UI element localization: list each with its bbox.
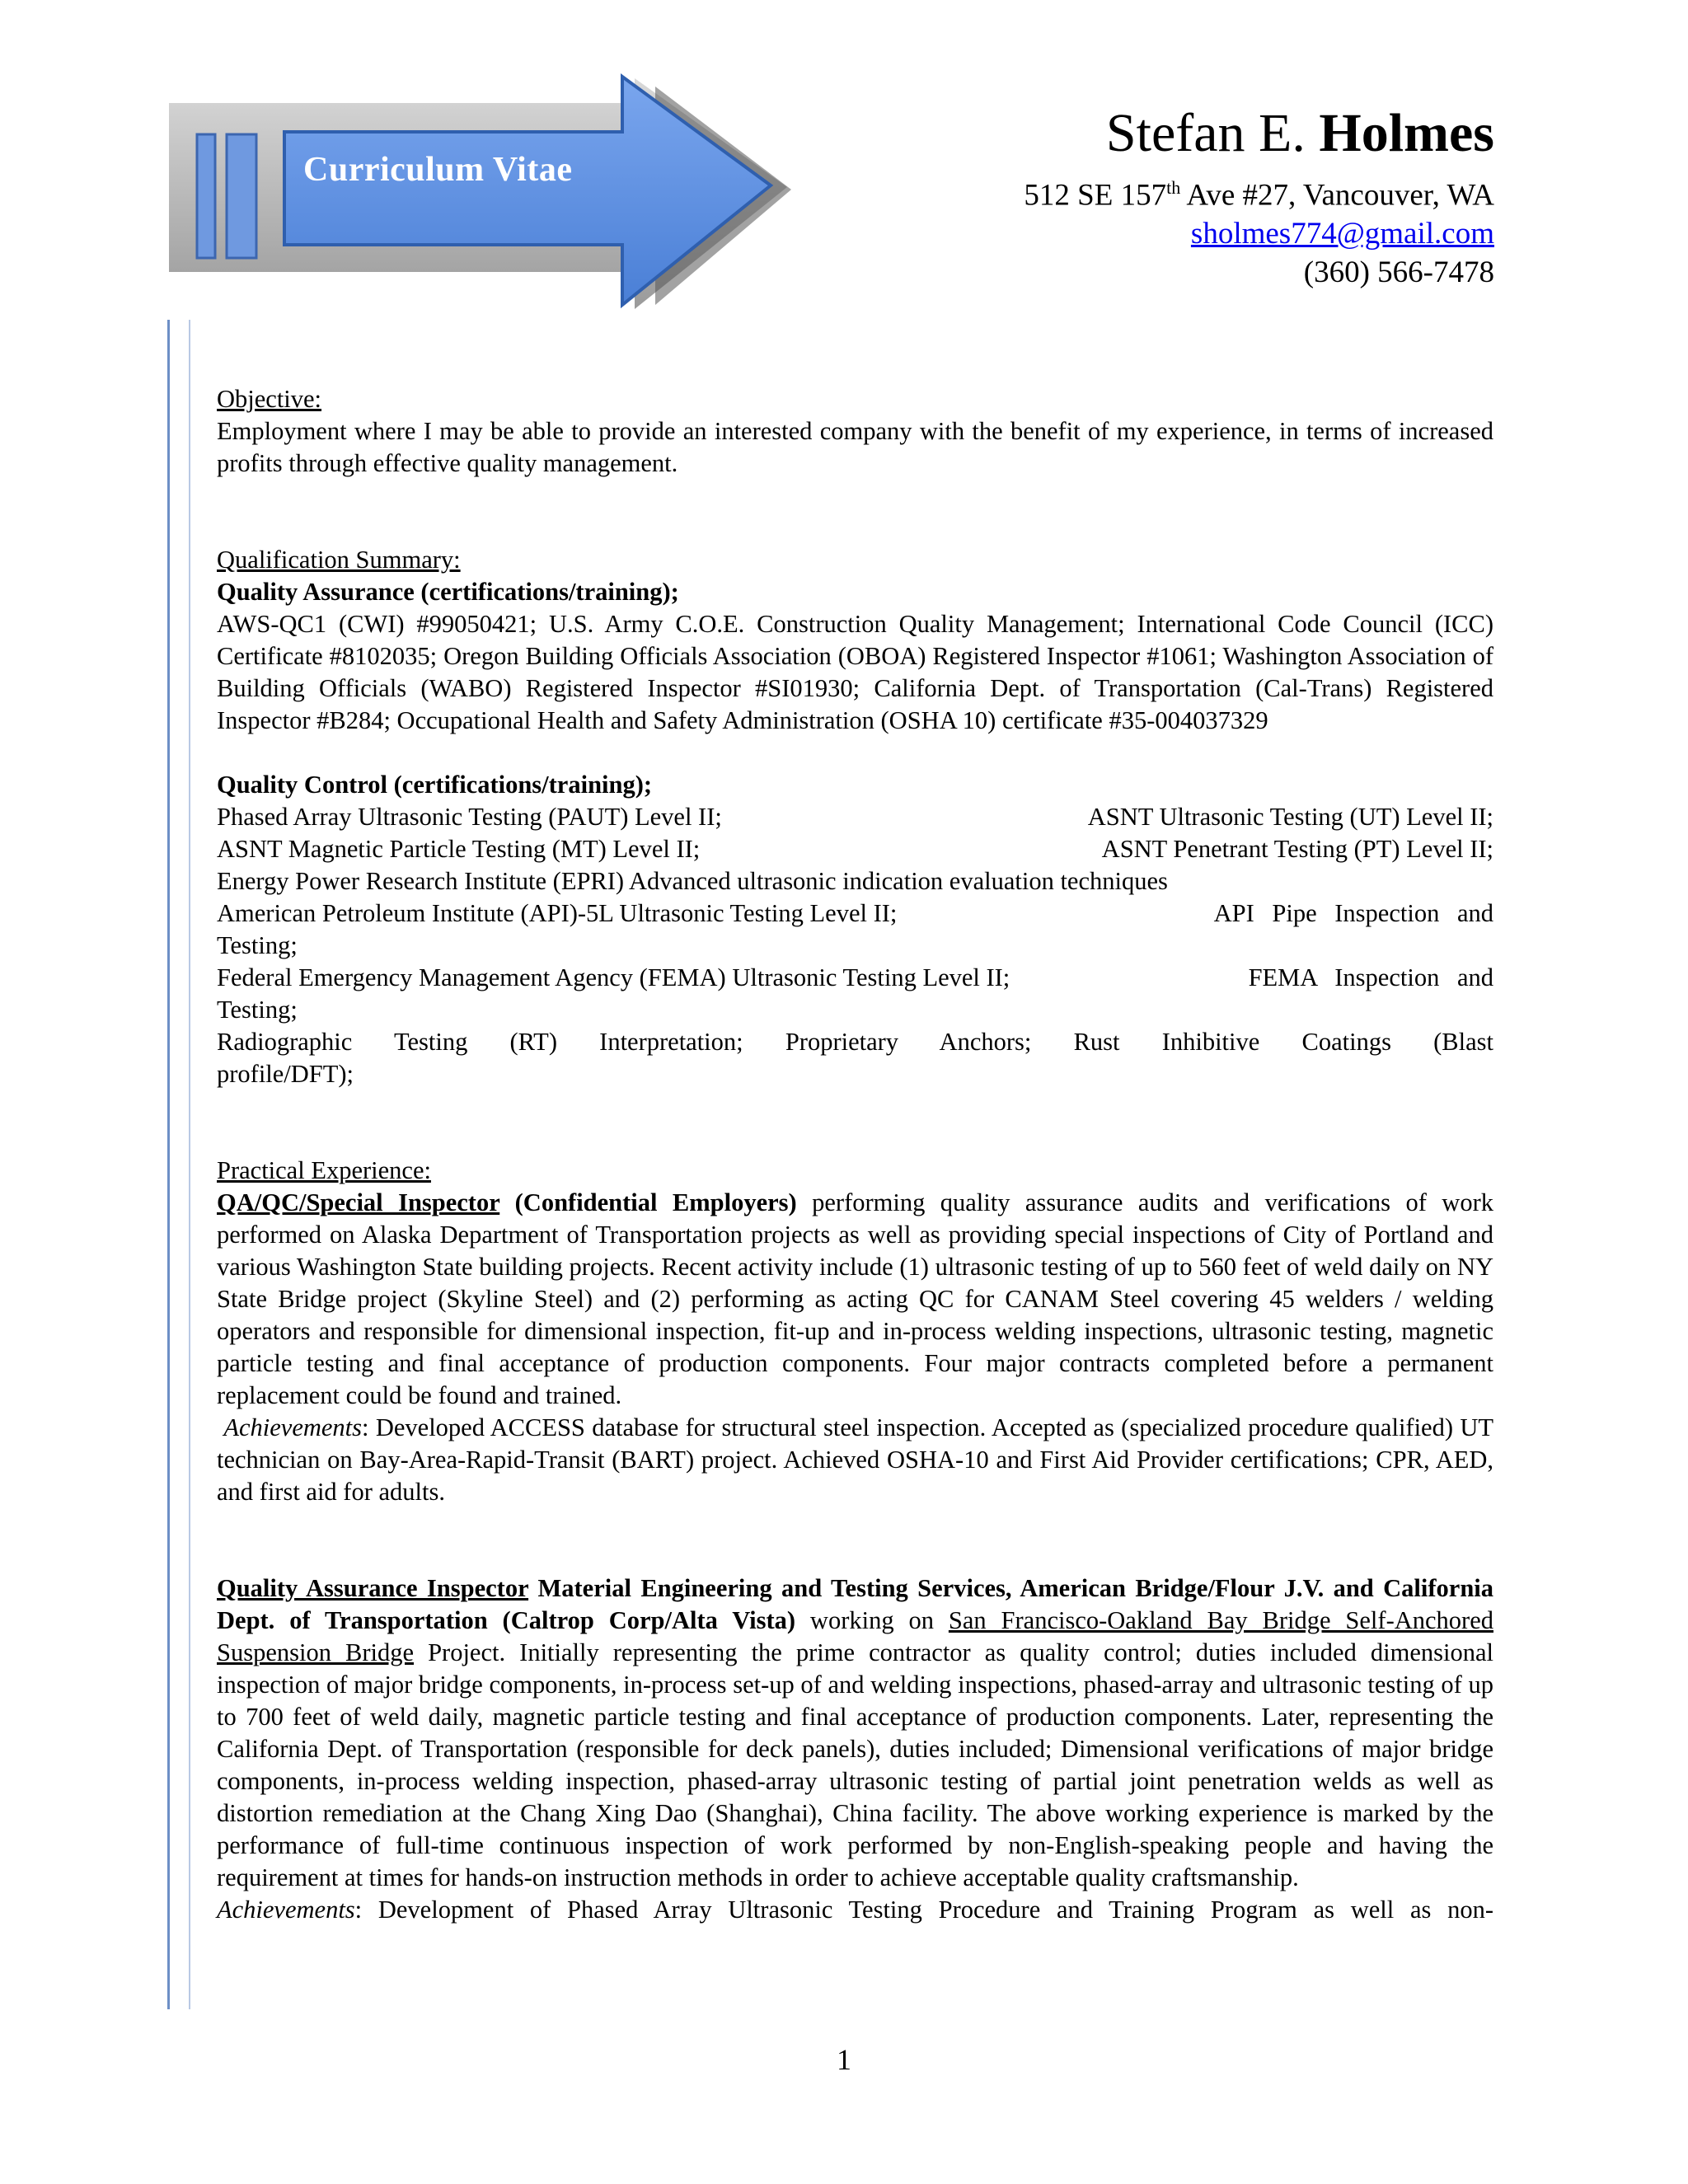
qc-row (217, 801, 1493, 833)
address-street: Ave #27, Vancouver, WA (1180, 178, 1494, 213)
job-achievements (217, 1412, 1493, 1508)
arrow-banner-icon (161, 70, 804, 317)
qc-api-cont: Testing; (217, 931, 298, 959)
qa-title: Quality Assurance (certifications/training); (217, 578, 679, 606)
qc-item: Phased Array Ultrasonic Testing (PAUT) Level II; (217, 803, 722, 831)
qc-item: Federal Emergency Management Agency (FEMA) Ultrasonic Testing Level II; (217, 963, 1010, 991)
achievements-label: Achievements (223, 1413, 363, 1441)
job-employer: Material Engineering and Testing Services, American Bridge/Flour J.V. and California Dept. of Transportation (Caltrop Corp/Alta Vista) (217, 1574, 1494, 1634)
achievements-text: : Development of Phased Array Ultrasonic Testing Procedure and Training Program as well as non- (354, 1896, 1493, 1924)
page-number: 1 (837, 2043, 851, 2076)
qc-item: FEMA Inspection and (1248, 963, 1493, 991)
job-description: Project. Initially representing the prime contractor as quality control; duties included dimensional inspection of major bridge components, in-process set-up of and welding inspections, phased-array and ultrasonic testing of up to 700 feet of weld daily, magnetic particle testing and final acceptance of production components. Later, representing the California Dept. of Transportation (responsible for deck panels), duties included; Dimensional verifications of major bridge components, in-process welding inspection, phased-array ultrasonic testing of partial joint penetration welds as well as distortion remediation at the Chang Xing Dao (Shanghai), China facility. The above working experience is marked by the performance of full-time continuous inspection of work performed by non-English-speaking people and having the requirement at times for hands-on instruction methods in order to achieve acceptable quality craftsmanship. (217, 1638, 1493, 1891)
job-achievements (217, 1894, 1493, 1926)
experience-heading: Practical Experience: (217, 1156, 431, 1184)
qc-epri: Energy Power Research Institute (EPRI) Advanced ultrasonic indication evaluation techniques (217, 867, 1168, 895)
phone: (360) 566-7478 (1303, 255, 1494, 290)
objective-heading: Objective: (217, 385, 322, 413)
contact-block (1024, 99, 1494, 292)
job-entry (217, 1187, 1493, 1412)
left-rule-light (189, 320, 190, 2009)
address (1024, 168, 1494, 214)
achievements-label: Achievements (217, 1896, 355, 1924)
job-title: Quality Assurance Inspector (217, 1574, 529, 1602)
job-title: QA/QC/Special Inspector (217, 1188, 500, 1216)
email-link[interactable]: sholmes774@gmail.com (1190, 217, 1494, 251)
project-name: San Francisco-Oakland Bay Bridge Self-Anchored Suspension Bridge (217, 1606, 1493, 1666)
qc-item: API Pipe Inspection and (1213, 899, 1493, 927)
candidate-name (1024, 99, 1494, 168)
job-entry (217, 1572, 1493, 1894)
address-street-number: 512 SE 157 (1024, 178, 1167, 213)
qualification-heading: Qualification Summary: (217, 546, 461, 574)
qc-rt-cont: profile/DFT); (217, 1060, 354, 1088)
job-connector: working on (795, 1606, 949, 1634)
cv-content (217, 383, 1493, 1926)
qc-item: ASNT Ultrasonic Testing (UT) Level II; (1087, 803, 1493, 831)
last-name: Holmes (1319, 103, 1494, 163)
first-name: Stefan E. (1105, 103, 1320, 163)
qc-fema-cont: Testing; (217, 996, 298, 1024)
left-rule-dark (167, 320, 170, 2009)
objective-text: Employment where I may be able to provide an interested company with the benefit of my experience, in terms of increased profits through effective quality management. (217, 417, 1493, 477)
banner-title: Curriculum Vitae (303, 151, 573, 189)
qc-item: ASNT Penetrant Testing (PT) Level II; (1101, 835, 1493, 863)
qc-row (217, 833, 1493, 865)
qc-item: ASNT Magnetic Particle Testing (MT) Level II; (217, 835, 701, 863)
qc-row (217, 898, 1493, 930)
job-description: performing quality assurance audits and verifications of work performed on Alaska Department of Transportation projects as well as providing special inspections of City of Portland and various Washington State building projects. Recent activity include (1) ultrasonic testing of up to 560 feet of weld daily on NY State Bridge project (Skyline Steel) and (2) performing as acting QC for CANAM Steel covering 45 welders / welding operators and responsible for dimensional inspection, fit-up and in-process welding inspections, ultrasonic testing, magnetic particle testing and final acceptance of production components. Four major contracts completed before a permanent replacement could be found and trained. (217, 1188, 1493, 1409)
cv-banner (161, 70, 804, 317)
qc-item: American Petroleum Institute (API)-5L Ultrasonic Testing Level II; (217, 899, 898, 927)
qa-text: AWS-QC1 (CWI) #99050421; U.S. Army C.O.E. Construction Quality Management; International Code Council (ICC) Certificate #8102035; Oregon Building Officials Association (OBOA) Registered Inspector #1061; Washington Association of Building Officials (WABO) Registered Inspector #SI01930; California Dept. of Transportation (Cal-Trans) Registered Inspector #B284; Occupational Health and Safety Administration (OSHA 10) certificate #35-004037329 (217, 610, 1493, 734)
achievements-text: : Developed ACCESS database for structural steel inspection. Accepted as (specialized procedure qualified) UT technician on Bay-Area-Rapid-Transit (BART) project. Achieved OSHA-10 and First Aid Provider certifications; CPR, AED, and first aid for adults. (217, 1413, 1493, 1506)
qc-title: Quality Control (certifications/training); (217, 771, 653, 799)
qc-row (217, 962, 1493, 994)
address-suffix: th (1166, 177, 1181, 198)
job-employer: (Confidential Employers) (499, 1188, 797, 1216)
qc-rt: Radiographic Testing (RT) Interpretation; Proprietary Anchors; Rust Inhibitive Coatings (Blast (217, 1028, 1493, 1056)
